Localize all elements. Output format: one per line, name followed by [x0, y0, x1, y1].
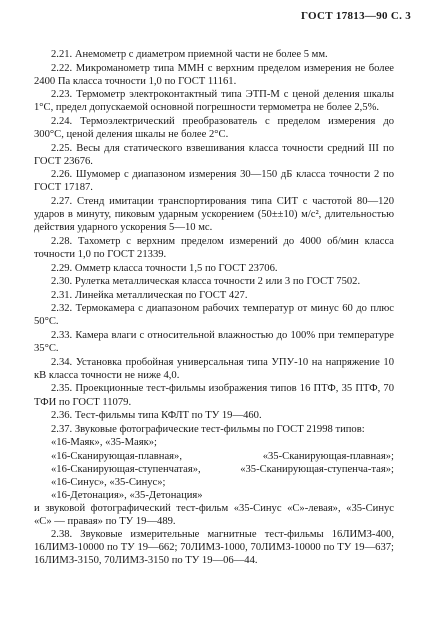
- item-text: Термоэлектрический преобразователь с пределом измерения до 300°С, ценой деления шкалы не более 2°С.: [34, 116, 395, 141]
- item-number: 2.25.: [51, 142, 73, 154]
- list-item: [34, 195, 394, 234]
- list-item: [34, 48, 394, 61]
- item-number: 2.33.: [51, 330, 73, 342]
- item-text: Тест-фильмы типа КФЛТ по ТУ 19—460.: [74, 410, 262, 422]
- item-text: Анемометр с диаметром приемной части не более 5 мм.: [74, 49, 328, 60]
- film-type-left: «16-Сканирующая-ступенчатая»,: [51, 463, 201, 475]
- item-number: 2.21.: [51, 49, 73, 60]
- list-item: [34, 262, 394, 275]
- list-item: [34, 275, 394, 288]
- list-item: [34, 235, 394, 261]
- item-text: Микроманометр типа ММН с верхним пределом измерения не более 2400 Па класса точности 1,0 по ГОСТ 11161.: [34, 62, 394, 87]
- film-type-row: [34, 450, 394, 463]
- item-text: Звуковые фотографические тест-фильмы по ГОСТ 21998 типов:: [74, 423, 365, 435]
- item-text: Камера влаги с относительной влажностью до 100% при температуре 35°С.: [34, 330, 394, 355]
- film-type-tail: и звуковой фотографический тест-фильм «35-Синус «С»-левая», «35-Синус «С» — правая» по ТУ 19—489.: [34, 502, 394, 527]
- list-item: [34, 382, 394, 408]
- item-text: Весы для статического взвешивания класса точности средний III по ГОСТ 23676.: [34, 142, 394, 167]
- item-text: Термокамера с диапазоном рабочих температур от минус 60 до плюс 50°С.: [34, 303, 394, 328]
- list-item: [34, 168, 394, 194]
- item-number: 2.23.: [51, 89, 73, 101]
- item-text: Установка пробойная универсальная типа УПУ-10 на напряжение 10 кВ класса точности не ниже 4,0.: [34, 356, 394, 381]
- item-text: Омметр класса точности 1,5 по ГОСТ 23706.: [74, 262, 278, 274]
- item-number: 2.27.: [51, 196, 73, 208]
- item-number: 2.22.: [51, 62, 73, 74]
- item-text: Термометр электроконтактный типа ЭТП-М с ценой деления шкалы 1°С, предел допускаемой основной погрешности термометра не более 2,5%.: [34, 89, 394, 114]
- list-item: [34, 356, 394, 382]
- list-item: [34, 289, 394, 302]
- item-number: 2.37.: [51, 423, 73, 435]
- item-text: Шумомер с диапазоном измерения 30—150 дБ класса точности 2 по ГОСТ 17187.: [34, 169, 394, 194]
- list-item: [34, 528, 394, 567]
- film-type-right: «35-Сканирующая-плавная»;: [262, 450, 394, 462]
- film-type-line: «16-Детонация», «35-Детонация»: [51, 489, 203, 501]
- list-item: [34, 423, 394, 436]
- film-type-right: «35-Сканирующая-ступенча-тая»;: [240, 463, 394, 475]
- list-item: [34, 409, 394, 422]
- list-item: [34, 329, 394, 355]
- item-number: 2.34.: [51, 356, 73, 368]
- item-number: 2.38.: [51, 528, 73, 540]
- page-header: ГОСТ 17813—90 С. 3: [300, 10, 411, 22]
- item-number: 2.24.: [51, 116, 73, 128]
- item-text: Звуковые измерительные магнитные тест-фильмы 16ЛИМЗ-400, 16ЛИМЗ-10000 по ТУ 19—662; 70ЛИМЗ-1000, 70ЛИМЗ-10000 по ТУ 19—637; 16ЛИМЗ-3150, 70ЛИМЗ-3150 по ТУ 19—06—44.: [34, 528, 394, 566]
- item-number: 2.35.: [51, 383, 73, 395]
- item-text: Тахометр с верхним пределом измерений до 4000 об/мин класса точности 1,0 по ГОСТ 21339.: [34, 235, 394, 260]
- film-type-line: «16-Маяк», «35-Маяк»;: [51, 437, 157, 449]
- item-text: Линейка металлическая по ГОСТ 427.: [74, 289, 248, 301]
- item-text: Рулетка металлическая класса точности 2 или 3 по ГОСТ 7502.: [74, 276, 361, 288]
- item-number: 2.36.: [51, 410, 73, 422]
- item-number: 2.28.: [51, 235, 73, 247]
- item-text: Проекционные тест-фильмы изображения типов 16 ПТФ, 35 ПТФ, 70 ТФИ по ГОСТ 11079.: [34, 383, 394, 408]
- list-item: [34, 115, 394, 141]
- list-item: [34, 88, 394, 114]
- item-number: 2.32.: [51, 303, 73, 315]
- item-number: 2.29.: [51, 262, 73, 274]
- item-text: Стенд имитации транспортирования типа СИТ с частотой 80—120 ударов в минуту, пиковым ударным ускорением (50±±10) м/с², длительностью действия ударного ускорения 5—10 мс.: [34, 196, 394, 234]
- document-body: [34, 48, 394, 568]
- film-type-left: «16-Сканирующая-плавная»,: [51, 450, 182, 462]
- item-number: 2.26.: [51, 169, 73, 181]
- film-type-line: «16-Синус», «35-Синус»;: [51, 476, 166, 488]
- film-type-row: [34, 463, 394, 476]
- item-number: 2.30.: [51, 276, 73, 288]
- list-item: [34, 302, 394, 328]
- list-item: [34, 142, 394, 168]
- item-number: 2.31.: [51, 289, 73, 301]
- list-item: [34, 62, 394, 88]
